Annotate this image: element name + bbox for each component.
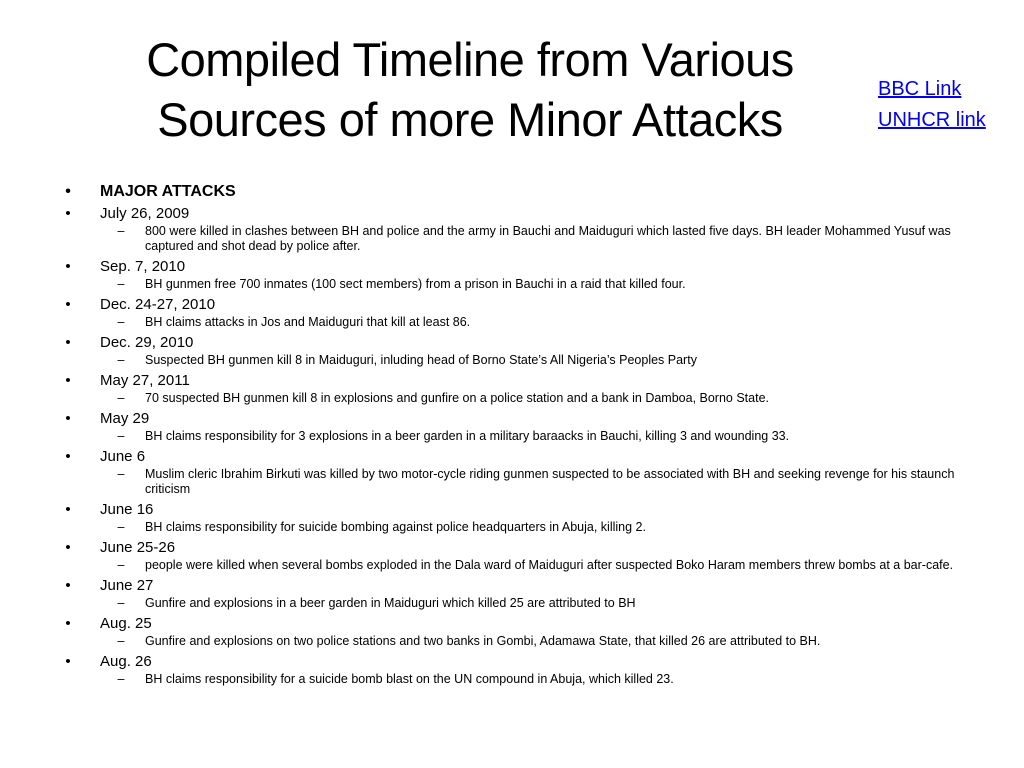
event-list (60, 224, 960, 257)
timeline-date-row (60, 295, 960, 315)
dash-icon: – (117, 315, 125, 329)
dash-icon: – (117, 520, 125, 534)
event-item (60, 353, 960, 371)
timeline-date: May 29 (100, 410, 150, 427)
event-text: Muslim cleric Ibrahim Birkuti was killed by two motor-cycle riding gunmen suspected to be associated with BH and seeking revenge for his staunch criticism (145, 467, 955, 496)
event-text: 800 were killed in clashes between BH and police and the army in Bauchi and Maiduguri which lasted five days. BH leader Mohammed Yusuf was captured and shot dead by police after. (145, 224, 951, 253)
timeline-date-row (60, 447, 960, 467)
timeline-date: June 25-26 (100, 539, 176, 556)
timeline-entry (60, 500, 960, 538)
dash-icon: – (117, 558, 125, 572)
timeline-entry (60, 371, 960, 409)
event-item (60, 596, 960, 614)
timeline-entry (60, 333, 960, 371)
event-item (60, 672, 960, 690)
timeline-date-row (60, 371, 960, 391)
event-text: BH claims responsibility for suicide bombing against police headquarters in Abuja, killing 2. (145, 520, 646, 534)
timeline-entry (60, 409, 960, 447)
event-text: Suspected BH gunmen kill 8 in Maiduguri, inluding head of Borno State’s All Nigeria’s Peoples Party (145, 353, 697, 367)
bullet-icon: • (65, 334, 71, 351)
dash-icon: – (117, 596, 125, 610)
event-item (60, 277, 960, 295)
event-list (60, 353, 960, 371)
event-item (60, 224, 960, 257)
event-text: 70 suspected BH gunmen kill 8 in explosions and gunfire on a police station and a bank in Damboa, Borno State. (145, 391, 770, 405)
event-list (60, 520, 960, 538)
timeline-date: July 26, 2009 (100, 205, 190, 222)
event-list (60, 391, 960, 409)
event-text: BH claims attacks in Jos and Maiduguri that kill at least 86. (145, 315, 471, 329)
event-list (60, 558, 960, 576)
timeline-date: June 6 (100, 448, 146, 465)
timeline-date: June 27 (100, 577, 154, 594)
event-text: Gunfire and explosions on two police stations and two banks in Gombi, Adamawa State, that killed 26 are attributed to BH. (145, 634, 821, 648)
dash-icon: – (117, 391, 125, 405)
timeline-date-row (60, 257, 960, 277)
timeline-entry (60, 257, 960, 295)
timeline-entry (60, 538, 960, 576)
timeline-entry (60, 576, 960, 614)
event-list (60, 634, 960, 652)
section-heading-text: MAJOR ATTACKS (100, 183, 236, 200)
slide-title-line-2: Sources of more Minor Attacks (157, 93, 783, 146)
bullet-icon: • (65, 410, 71, 427)
event-item (60, 391, 960, 409)
section-heading (60, 180, 960, 204)
timeline-entry (60, 447, 960, 500)
timeline-date-row (60, 333, 960, 353)
bullet-icon: • (65, 183, 71, 200)
unhcr-link[interactable]: UNHCR link (878, 109, 986, 131)
event-list (60, 596, 960, 614)
event-list (60, 672, 960, 690)
timeline-date: Dec. 29, 2010 (100, 334, 194, 351)
bbc-link[interactable]: BBC Link (878, 78, 962, 100)
timeline-entry (60, 614, 960, 652)
event-list (60, 277, 960, 295)
source-links (878, 74, 986, 136)
dash-icon: – (117, 353, 125, 367)
timeline-date-row (60, 500, 960, 520)
event-text: Gunfire and explosions in a beer garden in Maiduguri which killed 25 are attributed to BH (145, 596, 636, 610)
timeline-date-row (60, 576, 960, 596)
timeline-date: Sep. 7, 2010 (100, 258, 186, 275)
bullet-icon: • (65, 448, 71, 465)
bullet-icon: • (65, 577, 71, 594)
slide-title-line-1: Compiled Timeline from Various (146, 33, 794, 86)
bullet-icon: • (65, 205, 71, 222)
slide-title (60, 30, 880, 150)
event-list (60, 429, 960, 447)
timeline-entry (60, 295, 960, 333)
dash-icon: – (117, 429, 125, 443)
event-list (60, 467, 960, 500)
timeline-entry (60, 180, 960, 204)
bullet-icon: • (65, 296, 71, 313)
timeline-date-row (60, 538, 960, 558)
bullet-icon: • (65, 615, 71, 632)
timeline-date: Aug. 25 (100, 615, 152, 632)
event-text: people were killed when several bombs exploded in the Dala ward of Maiduguri after suspected Boko Haram members threw bombs at a bar-cafe. (145, 558, 954, 572)
timeline-entry (60, 204, 960, 257)
event-item (60, 520, 960, 538)
event-list (60, 315, 960, 333)
event-text: BH claims responsibility for 3 explosions in a beer garden in a military baraacks in Bauchi, killing 3 and wounding 33. (145, 429, 790, 443)
bullet-icon: • (65, 501, 71, 518)
event-item (60, 315, 960, 333)
timeline-entry (60, 652, 960, 690)
dash-icon: – (117, 467, 125, 481)
event-item (60, 429, 960, 447)
timeline-date-row (60, 204, 960, 224)
dash-icon: – (117, 634, 125, 648)
timeline-date-row (60, 614, 960, 634)
bullet-icon: • (65, 539, 71, 556)
event-item (60, 634, 960, 652)
timeline-date: June 16 (100, 501, 154, 518)
event-item (60, 558, 960, 576)
timeline-date: Dec. 24-27, 2010 (100, 296, 216, 313)
bullet-icon: • (65, 372, 71, 389)
dash-icon: – (117, 277, 125, 291)
bullet-icon: • (65, 653, 71, 670)
timeline-date: May 27, 2011 (100, 372, 190, 389)
timeline-date: Aug. 26 (100, 653, 152, 670)
dash-icon: – (117, 224, 125, 238)
timeline-list (60, 180, 960, 690)
timeline-date-row (60, 409, 960, 429)
bullet-icon: • (65, 258, 71, 275)
event-text: BH gunmen free 700 inmates (100 sect members) from a prison in Bauchi in a raid that killed four. (145, 277, 686, 291)
dash-icon: – (117, 672, 125, 686)
event-item (60, 467, 960, 500)
event-text: BH claims responsibility for a suicide bomb blast on the UN compound in Abuja, which killed 23. (145, 672, 674, 686)
timeline-date-row (60, 652, 960, 672)
